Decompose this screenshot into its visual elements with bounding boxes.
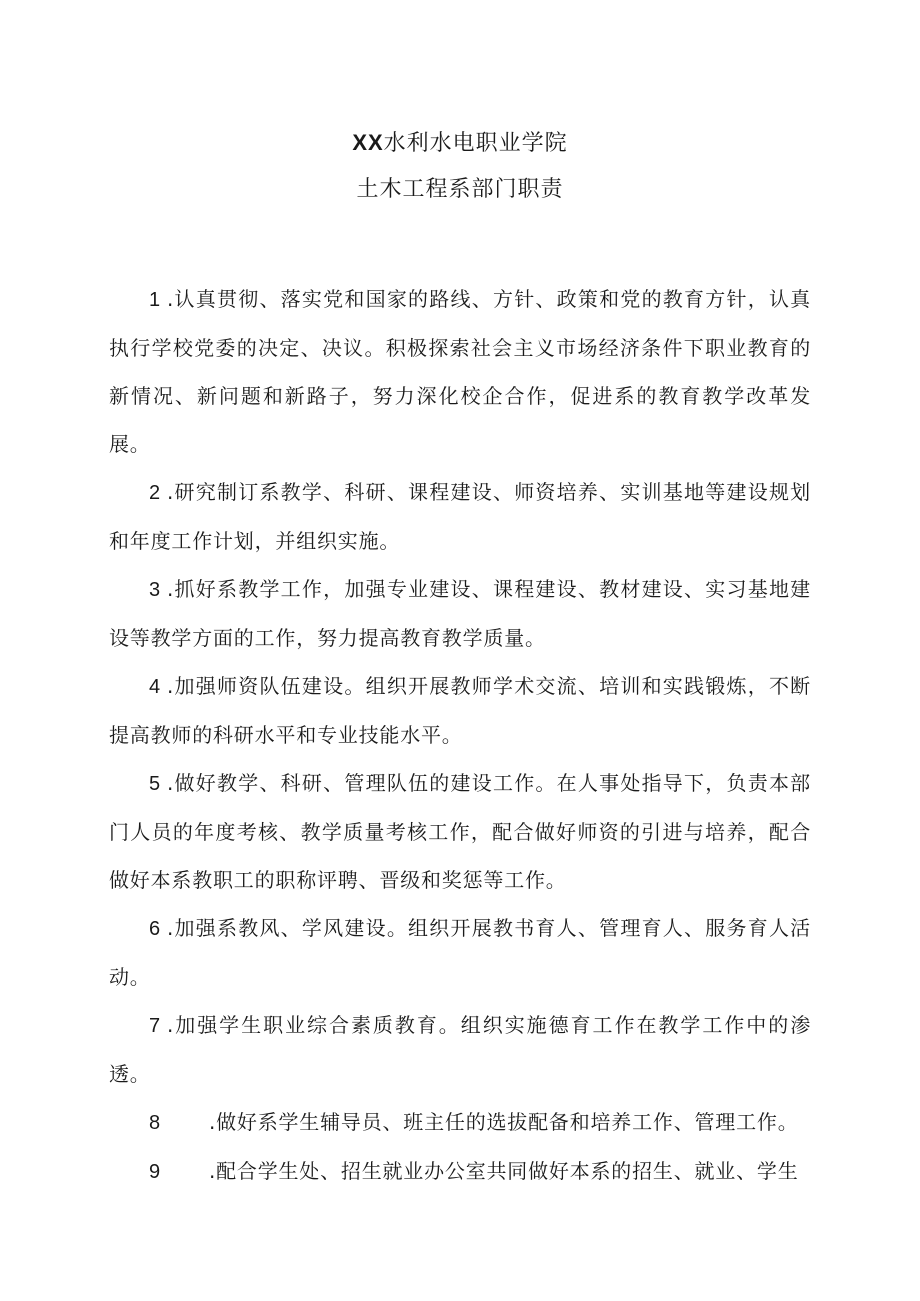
title-rest: 水利水电职业学院 bbox=[383, 131, 568, 156]
duty-number: 3 bbox=[149, 579, 161, 601]
duty-text: .抓好系教学工作，加强专业建设、课程建设、教材建设、实习基地建设等教学方面的工作，努力提高教育教学质量。 bbox=[109, 577, 811, 650]
title-prefix: XX bbox=[352, 130, 384, 155]
duty-number: 1 bbox=[149, 289, 161, 311]
duty-item bbox=[109, 1001, 811, 1098]
duty-number: 4 bbox=[149, 676, 161, 698]
duty-text: .加强师资队伍建设。组织开展教师学术交流、培训和实践锻炼，不断提高教师的科研水平和专业技能水平。 bbox=[109, 674, 811, 747]
duty-text: .加强学生职业综合素质教育。组织实施德育工作在教学工作中的渗透。 bbox=[109, 1013, 811, 1086]
duty-item bbox=[109, 1147, 811, 1196]
duty-number: 6 bbox=[149, 918, 161, 940]
document-subtitle: 土木工程系部门职责 bbox=[356, 177, 564, 202]
duty-item bbox=[109, 565, 811, 662]
duty-number: 7 bbox=[149, 1015, 161, 1037]
duty-item bbox=[109, 468, 811, 565]
duties-list bbox=[109, 275, 811, 1196]
duty-text: .研究制订系教学、科研、课程建设、师资培养、实训基地等建设规划和年度工作计划，并组织实施。 bbox=[109, 480, 811, 553]
duty-item bbox=[109, 904, 811, 1001]
document-title bbox=[0, 128, 920, 159]
duty-item bbox=[109, 1098, 811, 1147]
duty-number: 8 bbox=[149, 1112, 161, 1134]
duty-item bbox=[109, 662, 811, 759]
duty-item bbox=[109, 759, 811, 904]
duty-number: 9 bbox=[149, 1161, 161, 1183]
duty-text: .做好教学、科研、管理队伍的建设工作。在人事处指导下，负责本部门人员的年度考核、教学质量考核工作，配合做好师资的引进与培养，配合做好本系教职工的职称评聘、晋级和奖惩等工作。 bbox=[109, 771, 811, 892]
duty-number: 5 bbox=[149, 773, 161, 795]
duty-text: .加强系教风、学风建设。组织开展教书育人、管理育人、服务育人活动。 bbox=[109, 916, 811, 989]
duty-text: .认真贯彻、落实党和国家的路线、方针、政策和党的教育方针，认真执行学校党委的决定、决议。积极探索社会主义市场经济条件下职业教育的新情况、新问题和新路子，努力深化校企合作，促进系的教育教学改革发展。 bbox=[109, 287, 811, 456]
duty-text: .配合学生处、招生就业办公室共同做好本系的招生、就业、学生 bbox=[208, 1159, 799, 1183]
duty-item bbox=[109, 275, 811, 468]
duty-text: .做好系学生辅导员、班主任的选拔配备和培养工作、管理工作。 bbox=[208, 1110, 799, 1134]
duty-number: 2 bbox=[149, 482, 161, 504]
